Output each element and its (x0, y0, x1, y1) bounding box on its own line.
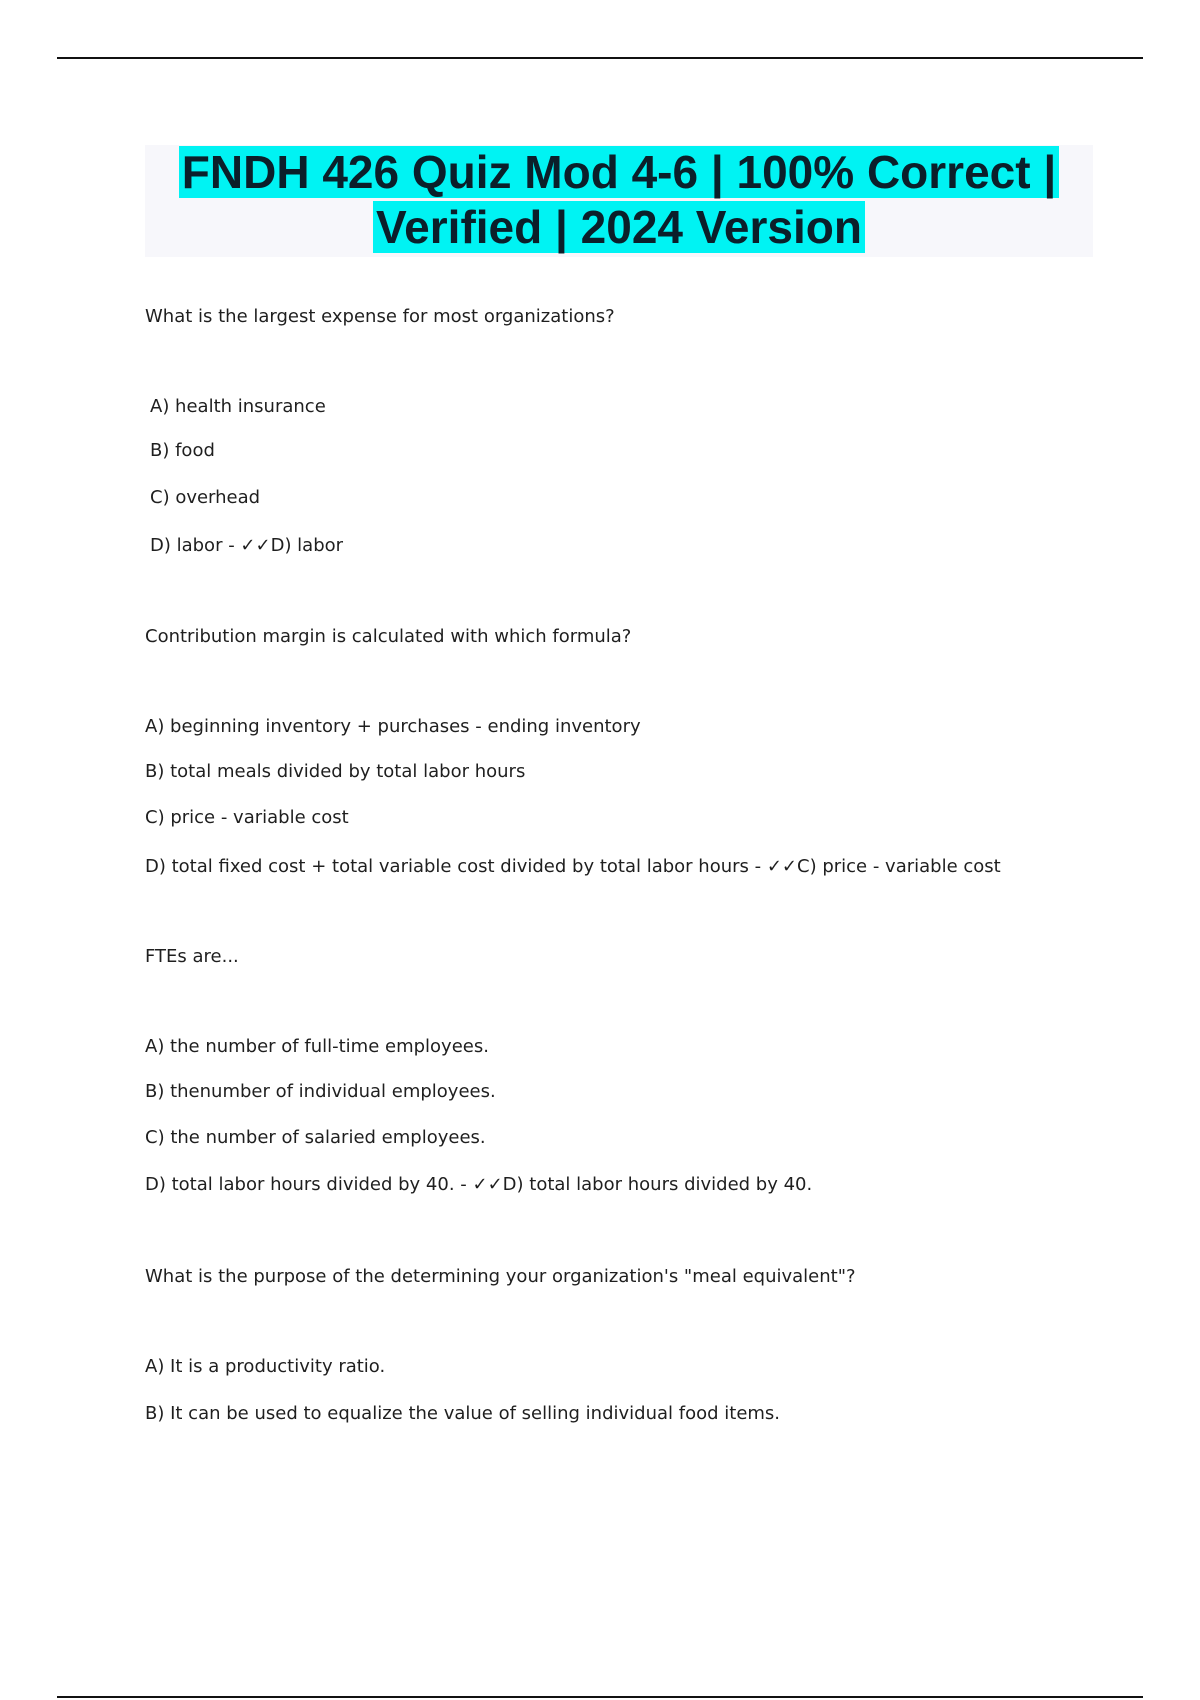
top-rule (57, 57, 1143, 59)
question-4-option-b: B) It can be used to equalize the value of selling individual food items. (145, 1403, 781, 1424)
question-2-option-b: B) total meals divided by total labor hours (145, 761, 526, 782)
question-3-option-c: C) the number of salaried employees. (145, 1127, 486, 1148)
question-3-option-b: B) thenumber of individual employees. (145, 1081, 496, 1102)
title-line-1: FNDH 426 Quiz Mod 4-6 | 100% Correct | (179, 146, 1059, 198)
document-title (145, 145, 1093, 257)
question-3-option-a: A) the number of full-time employees. (145, 1036, 489, 1057)
question-4-option-a: A) It is a productivity ratio. (145, 1356, 386, 1377)
bottom-rule (57, 1696, 1143, 1698)
question-2-option-d-answer: D) total fixed cost + total variable cost divided by total labor hours - ✓✓C) price - variable cost (145, 856, 1001, 877)
title-line-2: Verified | 2024 Version (373, 201, 865, 253)
question-4: What is the purpose of the determining your organization's "meal equivalent"? (145, 1266, 856, 1287)
question-1: What is the largest expense for most organizations? (145, 306, 615, 327)
question-2-option-a: A) beginning inventory + purchases - ending inventory (145, 716, 641, 737)
question-1-option-a: A) health insurance (150, 396, 326, 417)
question-2: Contribution margin is calculated with which formula? (145, 626, 632, 647)
question-1-option-b: B) food (150, 440, 215, 461)
question-3: FTEs are... (145, 946, 239, 967)
question-1-option-c: C) overhead (150, 487, 261, 508)
question-1-option-d-answer: D) labor - ✓✓D) labor (150, 535, 344, 556)
question-3-option-d-answer: D) total labor hours divided by 40. - ✓✓D) total labor hours divided by 40. (145, 1174, 813, 1195)
question-2-option-c: C) price - variable cost (145, 807, 349, 828)
